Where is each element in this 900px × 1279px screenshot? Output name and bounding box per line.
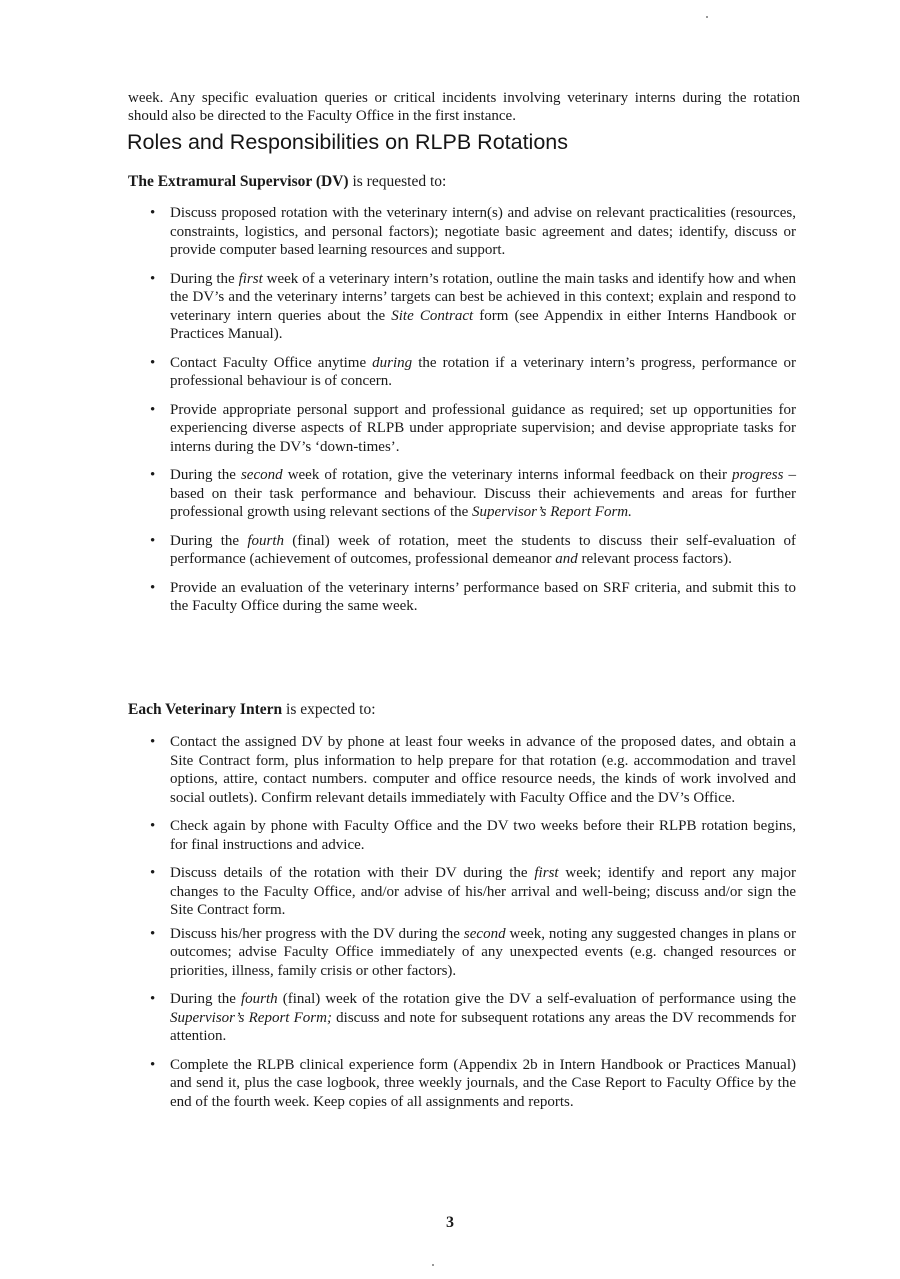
list-item <box>146 270 796 344</box>
italic-text: fourth <box>241 991 278 1007</box>
italic-text: Site Contract <box>391 307 474 324</box>
item-text: week; identify and report any major changes to the Faculty Office, and/or advise of his/her arrival and well-being; discuss and/or sign the Site Contract form. <box>170 865 796 918</box>
bullet-icon: • <box>150 354 156 371</box>
item-text: (final) week of rotation, meet the students to discuss their self-evaluation of performance (achievement of outcomes, professional demeanor <box>170 532 796 567</box>
intro-paragraph: week. Any specific evaluation queries or critical incidents involving veterinary interns during the rotation should also be directed to the Faculty Office in the first instance. <box>128 90 800 124</box>
list-item <box>146 1056 796 1112</box>
bullet-icon: • <box>150 818 156 834</box>
item-text: Discuss proposed rotation with the veterinary intern(s) and advise on relevant practicalities (resources, constraints, logistics, and personal factors); negotiate basic agreement and dates; identify, discuss or provide computer based learning resources and support. <box>170 205 796 258</box>
list-item <box>146 925 796 981</box>
item-text: week, noting any suggested changes in plans or outcomes; advise Faculty Office immediately of any unexpected events (e.g. changed resources or priorities, illness, family crisis or other factors). <box>170 925 796 979</box>
italic-text: first <box>534 865 559 881</box>
bullet-icon: • <box>150 270 156 287</box>
list-item <box>146 817 796 854</box>
italic-text: fourth <box>247 532 285 549</box>
bullet-icon: • <box>150 991 156 1007</box>
item-text: the rotation if a veterinary intern’s progress, performance or professional behaviour is of concern. <box>170 354 796 389</box>
item-text: relevant process factors). <box>577 551 732 567</box>
supervisor-lead-rest: is requested to: <box>348 173 447 190</box>
list-item <box>146 990 796 1046</box>
item-text: Provide appropriate personal support and professional guidance as required; set up opportunities for experiencing diverse aspects of RLPB under appropriate supervision; and devise appropriate tasks for interns during the DV’s ‘down-times’. <box>170 401 796 455</box>
item-text: During the <box>170 467 241 483</box>
scan-speck <box>432 1264 434 1266</box>
italic-text: Supervisor’s Report Form. <box>472 504 632 520</box>
bullet-icon: • <box>150 734 156 750</box>
item-text: week of a veterinary intern’s rotation, outline the main tasks and identify how and when the DV’s and the veterinary interns’ targets can best be achieved in this context; explain and respond to veterinary intern queries about the <box>170 270 796 324</box>
item-text: week of rotation, give the veterinary interns informal feedback on their <box>282 467 733 483</box>
bullet-icon: • <box>150 205 156 221</box>
intern-lead-rest: is expected to: <box>282 701 376 718</box>
item-text: Contact Faculty Office anytime <box>170 354 373 371</box>
italic-text: first <box>238 270 263 287</box>
italic-text: and <box>555 551 578 567</box>
item-text: (final) week of the rotation give the DV a self-evaluation of performance using the <box>277 991 796 1007</box>
supervisor-responsibilities-list <box>146 204 796 616</box>
bullet-icon: • <box>150 467 156 483</box>
list-item <box>146 204 796 260</box>
list-item <box>146 401 796 457</box>
item-text: Discuss his/her progress with the DV during the <box>170 925 464 942</box>
bullet-icon: • <box>150 925 156 942</box>
item-text: Contact the assigned DV by phone at least four weeks in advance of the proposed dates, and obtain a Site Contract form, plus information to help prepare for that rotation (e.g. accommodation and travel options, attire, contact numbers. computer and office resource needs, the kinds of work involved and social outlets). Confirm relevant details immediately with Faculty Office and the DV’s Office. <box>170 734 796 806</box>
intern-lead-bold: Each Veterinary Intern <box>128 701 283 718</box>
item-text: Complete the RLPB clinical experience form (Appendix 2b in Intern Handbook or Practices Manual) and send it, plus the case logbook, three weekly journals, and the Case Report to Faculty Office by the end of the fourth week. Keep copies of all assignments and reports. <box>170 1056 796 1110</box>
item-text: Discuss details of the rotation with their DV during the <box>170 865 535 881</box>
item-text: – based on their task performance and behaviour. Discuss their achievements and areas for further professional growth using relevant sections of the <box>170 467 797 520</box>
intern-responsibilities-list <box>146 733 796 1111</box>
italic-text: during <box>372 354 413 371</box>
supervisor-lead <box>128 173 446 191</box>
item-text: discuss and note for subsequent rotations any areas the DV recommends for attention. <box>170 1009 796 1044</box>
list-item <box>146 354 796 391</box>
item-text: Provide an evaluation of the veterinary interns’ performance based on SRF criteria, and submit this to the Faculty Office during the same week. <box>170 579 796 614</box>
bullet-icon: • <box>150 401 156 418</box>
list-item <box>146 532 796 569</box>
list-item <box>146 864 796 920</box>
italic-text: second <box>463 925 506 942</box>
italic-text: second <box>240 467 283 483</box>
bullet-icon: • <box>150 865 156 881</box>
item-text: During the <box>170 270 239 287</box>
bullet-icon: • <box>150 579 156 596</box>
bullet-icon: • <box>150 1056 156 1073</box>
page-number: 3 <box>446 1214 454 1231</box>
item-text: form (see Appendix in either Interns Handbook or Practices Manual). <box>170 307 796 342</box>
item-text: During the <box>170 991 241 1007</box>
intern-lead <box>128 701 376 719</box>
list-item <box>146 733 796 807</box>
item-text: During the <box>170 532 248 549</box>
item-text: Check again by phone with Faculty Office and the DV two weeks before their RLPB rotation begins, for final instructions and advice. <box>170 818 796 853</box>
bullet-icon: • <box>150 532 156 549</box>
list-item <box>146 579 796 616</box>
list-item <box>146 466 796 522</box>
scan-speck <box>706 16 708 18</box>
supervisor-lead-bold: The Extramural Supervisor (DV) <box>128 173 349 190</box>
section-heading: Roles and Responsibilities on RLPB Rotations <box>127 130 568 154</box>
italic-text: progress <box>732 467 784 483</box>
italic-text: Supervisor’s Report Form; <box>170 1009 332 1026</box>
